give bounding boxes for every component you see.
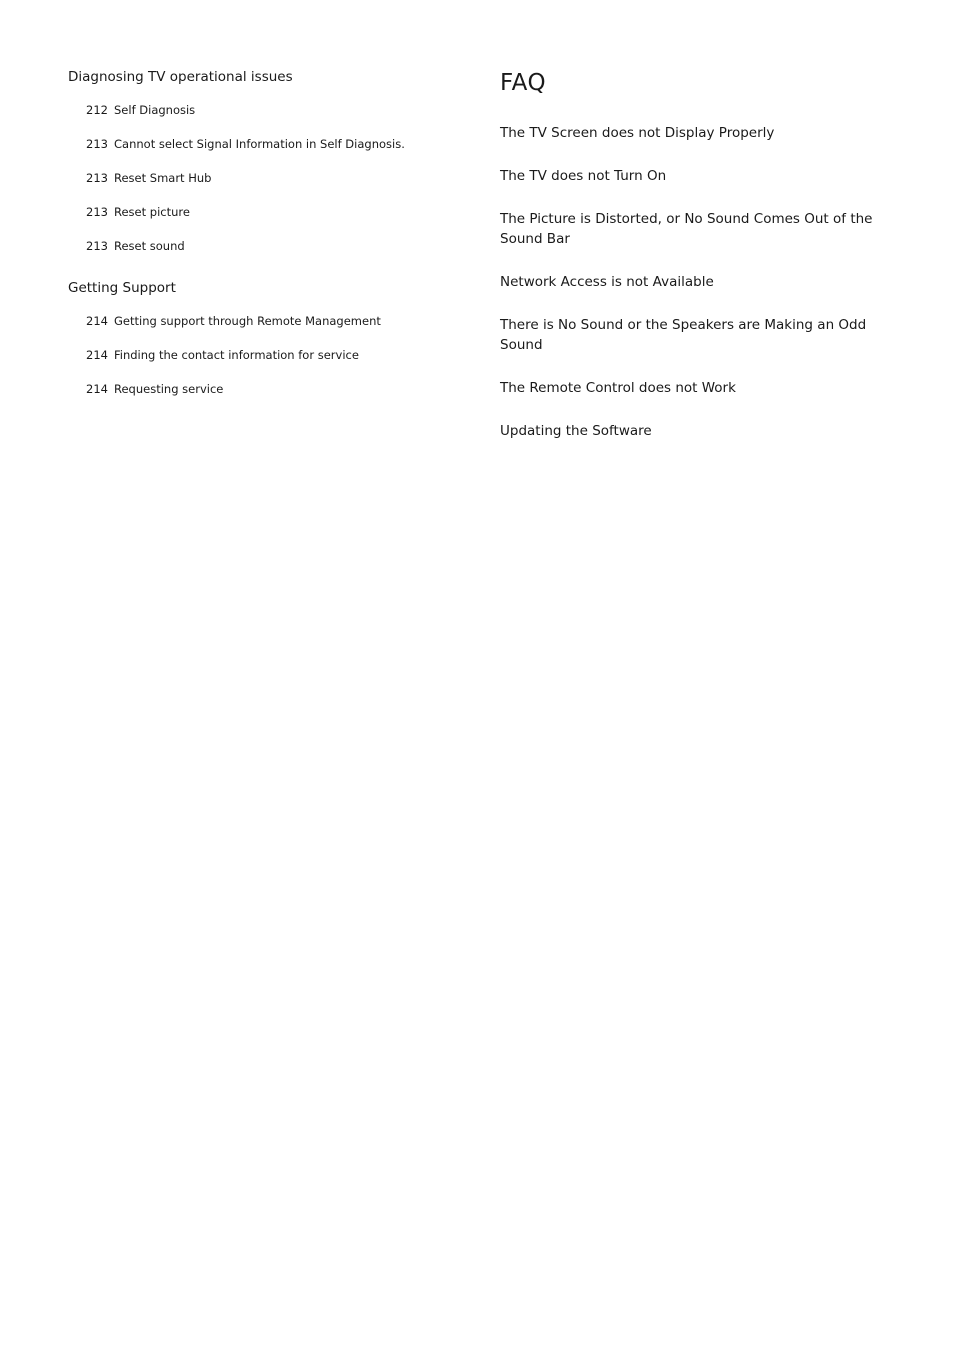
toc-entry-requesting-service[interactable]: [68, 381, 468, 397]
faq-item-network-access[interactable]: Network Access is not Available: [500, 274, 714, 290]
faq-item-screen-display[interactable]: The TV Screen does not Display Properly: [500, 125, 775, 141]
entry-title: Cannot select Signal Information in Self Diagnosis.: [114, 137, 405, 151]
entry-title: Finding the contact information for service: [114, 348, 359, 362]
faq-item-tv-turn-on[interactable]: The TV does not Turn On: [500, 168, 667, 184]
faq-item-no-sound[interactable]: There is No Sound or the Speakers are Making an Odd Sound: [500, 317, 867, 353]
entry-title: Self Diagnosis: [114, 103, 196, 117]
page-number: 213: [86, 205, 108, 219]
toc-entry-reset-picture[interactable]: [68, 204, 468, 220]
toc-section-diagnosing: [68, 67, 468, 254]
faq-item-updating-software[interactable]: Updating the Software: [500, 423, 652, 439]
toc-entry-reset-sound[interactable]: [68, 238, 468, 254]
toc-entry-signal-information[interactable]: [68, 136, 468, 152]
page-number: 214: [86, 348, 108, 362]
section-heading: Diagnosing TV operational issues: [68, 69, 293, 85]
faq-column: [500, 67, 900, 464]
entry-title: Reset picture: [114, 205, 190, 219]
faq-list: [500, 123, 900, 441]
entry-title: Getting support through Remote Management: [114, 314, 381, 328]
page-number: 213: [86, 137, 108, 151]
toc-entry-remote-management[interactable]: [68, 313, 468, 329]
faq-item-remote-control[interactable]: The Remote Control does not Work: [500, 380, 736, 396]
toc-entry-reset-smart-hub[interactable]: [68, 170, 468, 186]
page-number: 214: [86, 314, 108, 328]
page-number: 212: [86, 103, 108, 117]
toc-entry-list: [68, 313, 468, 397]
page-number: 213: [86, 239, 108, 253]
toc-entry-contact-information[interactable]: [68, 347, 468, 363]
entry-title: Reset sound: [114, 239, 185, 253]
entry-title: Reset Smart Hub: [114, 171, 212, 185]
toc-left-column: [68, 67, 468, 397]
toc-section-getting-support: [68, 278, 468, 397]
page-number: 213: [86, 171, 108, 185]
entry-title: Requesting service: [114, 382, 224, 396]
section-heading: Getting Support: [68, 280, 176, 296]
page-number: 214: [86, 382, 108, 396]
toc-entry-list: [68, 102, 468, 254]
toc-entry-self-diagnosis[interactable]: [68, 102, 468, 118]
faq-item-picture-distorted[interactable]: The Picture is Distorted, or No Sound Comes Out of the Sound Bar: [500, 211, 873, 247]
faq-title: FAQ: [500, 70, 547, 96]
